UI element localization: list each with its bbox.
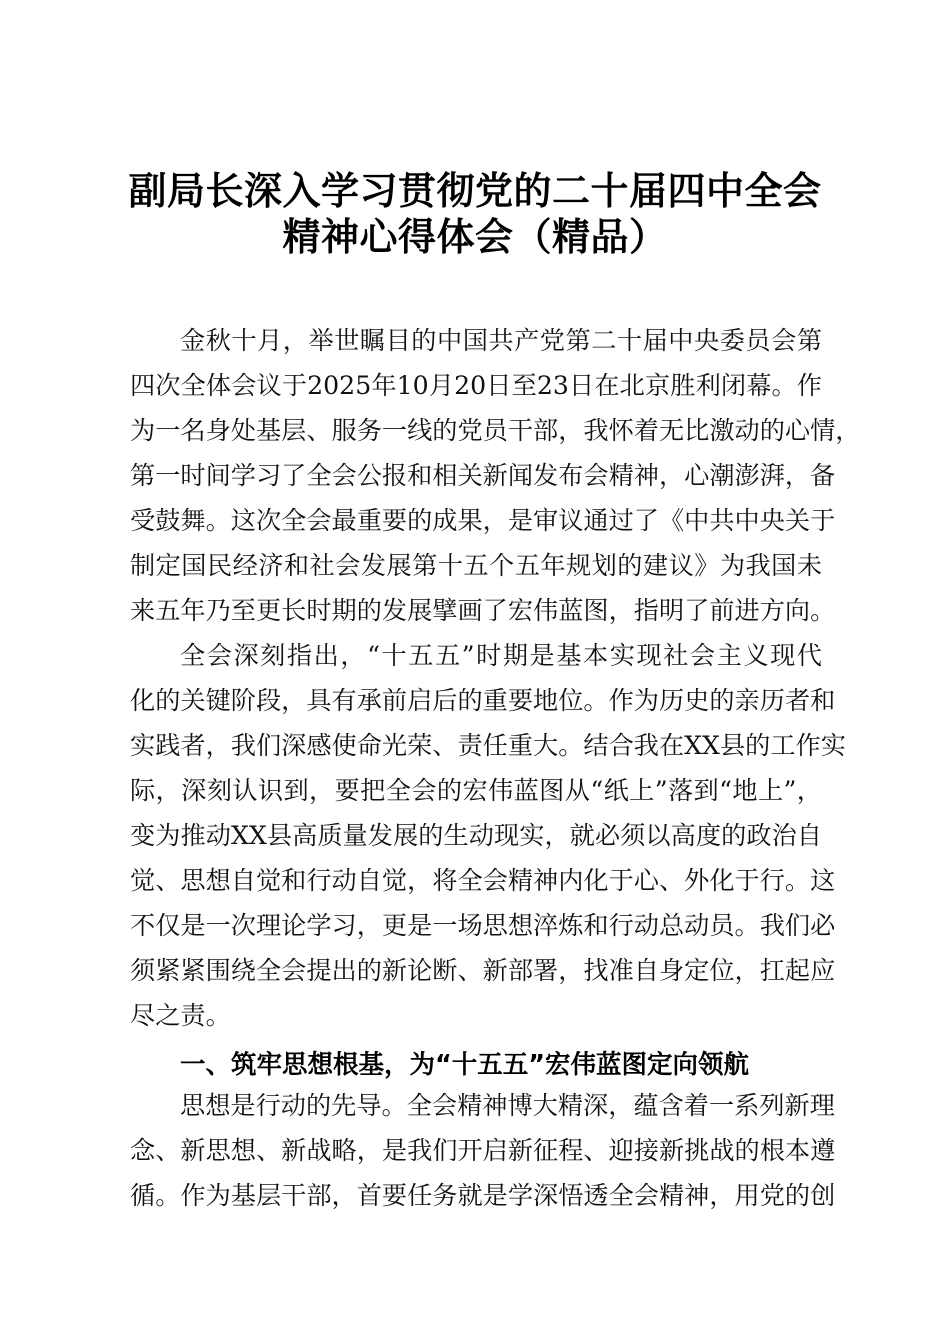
section-paragraph-line: 念、新思想、新战略，是我们开启新征程、迎接新挑战的根本遵: [130, 1136, 836, 1165]
paragraph-2-line: 化的关键阶段，具有承前启后的重要地位。作为历史的亲历者和: [130, 686, 836, 715]
paragraph-2-line: 际，深刻认识到，要把全会的宏伟蓝图从“纸上”落到“地上”，: [130, 776, 822, 805]
paragraph-2-line: 全会深刻指出，“十五五”时期是基本实现社会主义现代: [180, 641, 822, 670]
paragraph-1-line: 金秋十月，举世瞩目的中国共产党第二十届中央委员会第: [180, 326, 822, 355]
document-title-line-1: 副局长深入学习贯彻党的二十届四中全会: [128, 169, 822, 213]
paragraph-1-line: 第一时间学习了全会公报和相关新闻发布会精神，心潮澎湃，备: [130, 461, 836, 490]
document-title-line-2: 精神心得体会（精品）: [282, 215, 668, 259]
paragraph-2-line: 须紧紧围绕全会提出的新论断、新部署，找准自身定位，扛起应: [130, 956, 836, 985]
paragraph-2-line: 变为推动XX县高质量发展的生动现实，就必须以高度的政治自: [130, 821, 822, 850]
section-paragraph-line: 思想是行动的先导。全会精神博大精深，蕴含着一系列新理: [180, 1091, 835, 1120]
paragraph-1-line: 为一名身处基层、服务一线的党员干部，我怀着无比激动的心情，: [130, 416, 861, 445]
paragraph-1-line: 四次全体会议于2025年10月20日至23日在北京胜利闭幕。作: [130, 371, 822, 400]
paragraph-2-line: 觉、思想自觉和行动自觉，将全会精神内化于心、外化于行。这: [130, 866, 836, 895]
paragraph-2-line: 实践者，我们深感使命光荣、责任重大。结合我在XX县的工作实: [130, 731, 846, 760]
section-paragraph-line: 循。作为基层干部，首要任务就是学深悟透全会精神，用党的创: [130, 1181, 836, 1210]
section-heading: 一、筑牢思想根基，为“十五五”宏伟蓝图定向领航: [180, 1050, 750, 1080]
paragraph-2-line: 不仅是一次理论学习，更是一场思想淬炼和行动总动员。我们必: [130, 911, 836, 940]
paragraph-1-line: 制定国民经济和社会发展第十五个五年规划的建议》为我国未: [130, 551, 822, 580]
paragraph-1-line: 来五年乃至更长时期的发展擘画了宏伟蓝图，指明了前进方向。: [130, 596, 836, 625]
paragraph-1-line: 受鼓舞。这次全会最重要的成果，是审议通过了《中共中央关于: [130, 506, 836, 535]
paragraph-2-line: 尽之责。: [130, 1001, 231, 1030]
